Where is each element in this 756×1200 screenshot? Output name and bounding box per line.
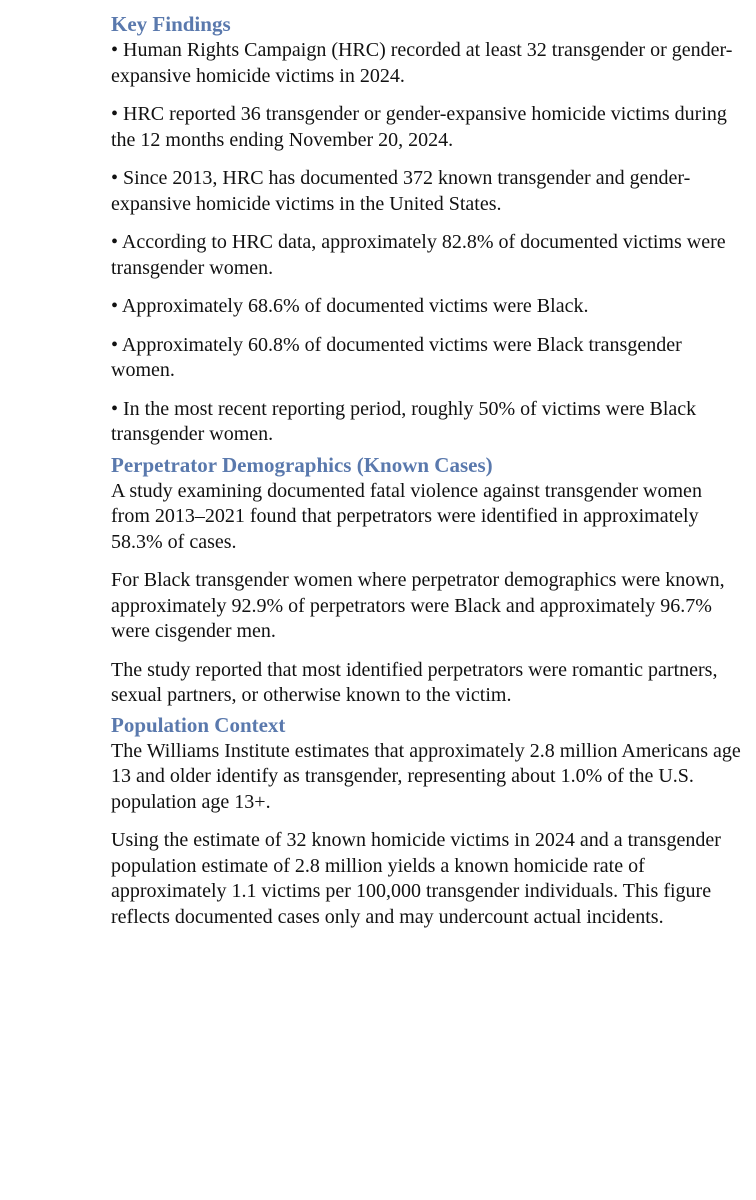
population-section	[111, 711, 741, 931]
population-paragraph: The Williams Institute estimates that approximately 2.8 million Americans age 13 and older identify as transgender, representing about 1.0% of the U.S. population age 13+.	[111, 739, 741, 813]
document-page	[111, 10, 741, 930]
key-findings-section	[111, 10, 741, 448]
population-heading: Population Context	[111, 712, 286, 737]
population-paragraph: Using the estimate of 32 known homicide victims in 2024 and a transgender population estimate of 2.8 million yields a known homicide rate of approximately 1.1 victims per 100,000 transgender individuals. This figure reflects documented cases only and may undercount actual incidents.	[111, 829, 721, 928]
finding-bullet: • Human Rights Campaign (HRC) recorded at least 32 transgender or gender-expansive homicide victims in 2024.	[111, 39, 733, 87]
perpetrator-paragraph: A study examining documented fatal violence against transgender women from 2013–2021 found that perpetrators were identified in approximately 58.3% of cases.	[111, 479, 702, 553]
finding-bullet: • HRC reported 36 transgender or gender-expansive homicide victims during the 12 months ending November 20, 2024.	[111, 103, 727, 151]
perpetrator-section	[111, 451, 741, 709]
perpetrator-paragraph: The study reported that most identified perpetrators were romantic partners, sexual partners, or otherwise known to the victim.	[111, 658, 718, 706]
finding-bullet: • According to HRC data, approximately 82.8% of documented victims were transgender women.	[111, 231, 726, 279]
finding-bullet: • Since 2013, HRC has documented 372 known transgender and gender-expansive homicide victims in the United States.	[111, 167, 691, 215]
key-findings-heading: Key Findings	[111, 12, 231, 36]
perpetrator-paragraph: For Black transgender women where perpetrator demographics were known, approximately 92.9% of perpetrators were Black and approximately 96.7% were cisgender men.	[111, 569, 725, 642]
finding-bullet: • In the most recent reporting period, roughly 50% of victims were Black transgender women.	[111, 397, 697, 445]
finding-bullet: • Approximately 68.6% of documented victims were Black.	[111, 295, 589, 317]
perpetrator-heading: Perpetrator Demographics (Known Cases)	[111, 452, 493, 477]
finding-bullet: • Approximately 60.8% of documented victims were Black transgender women.	[111, 333, 682, 381]
